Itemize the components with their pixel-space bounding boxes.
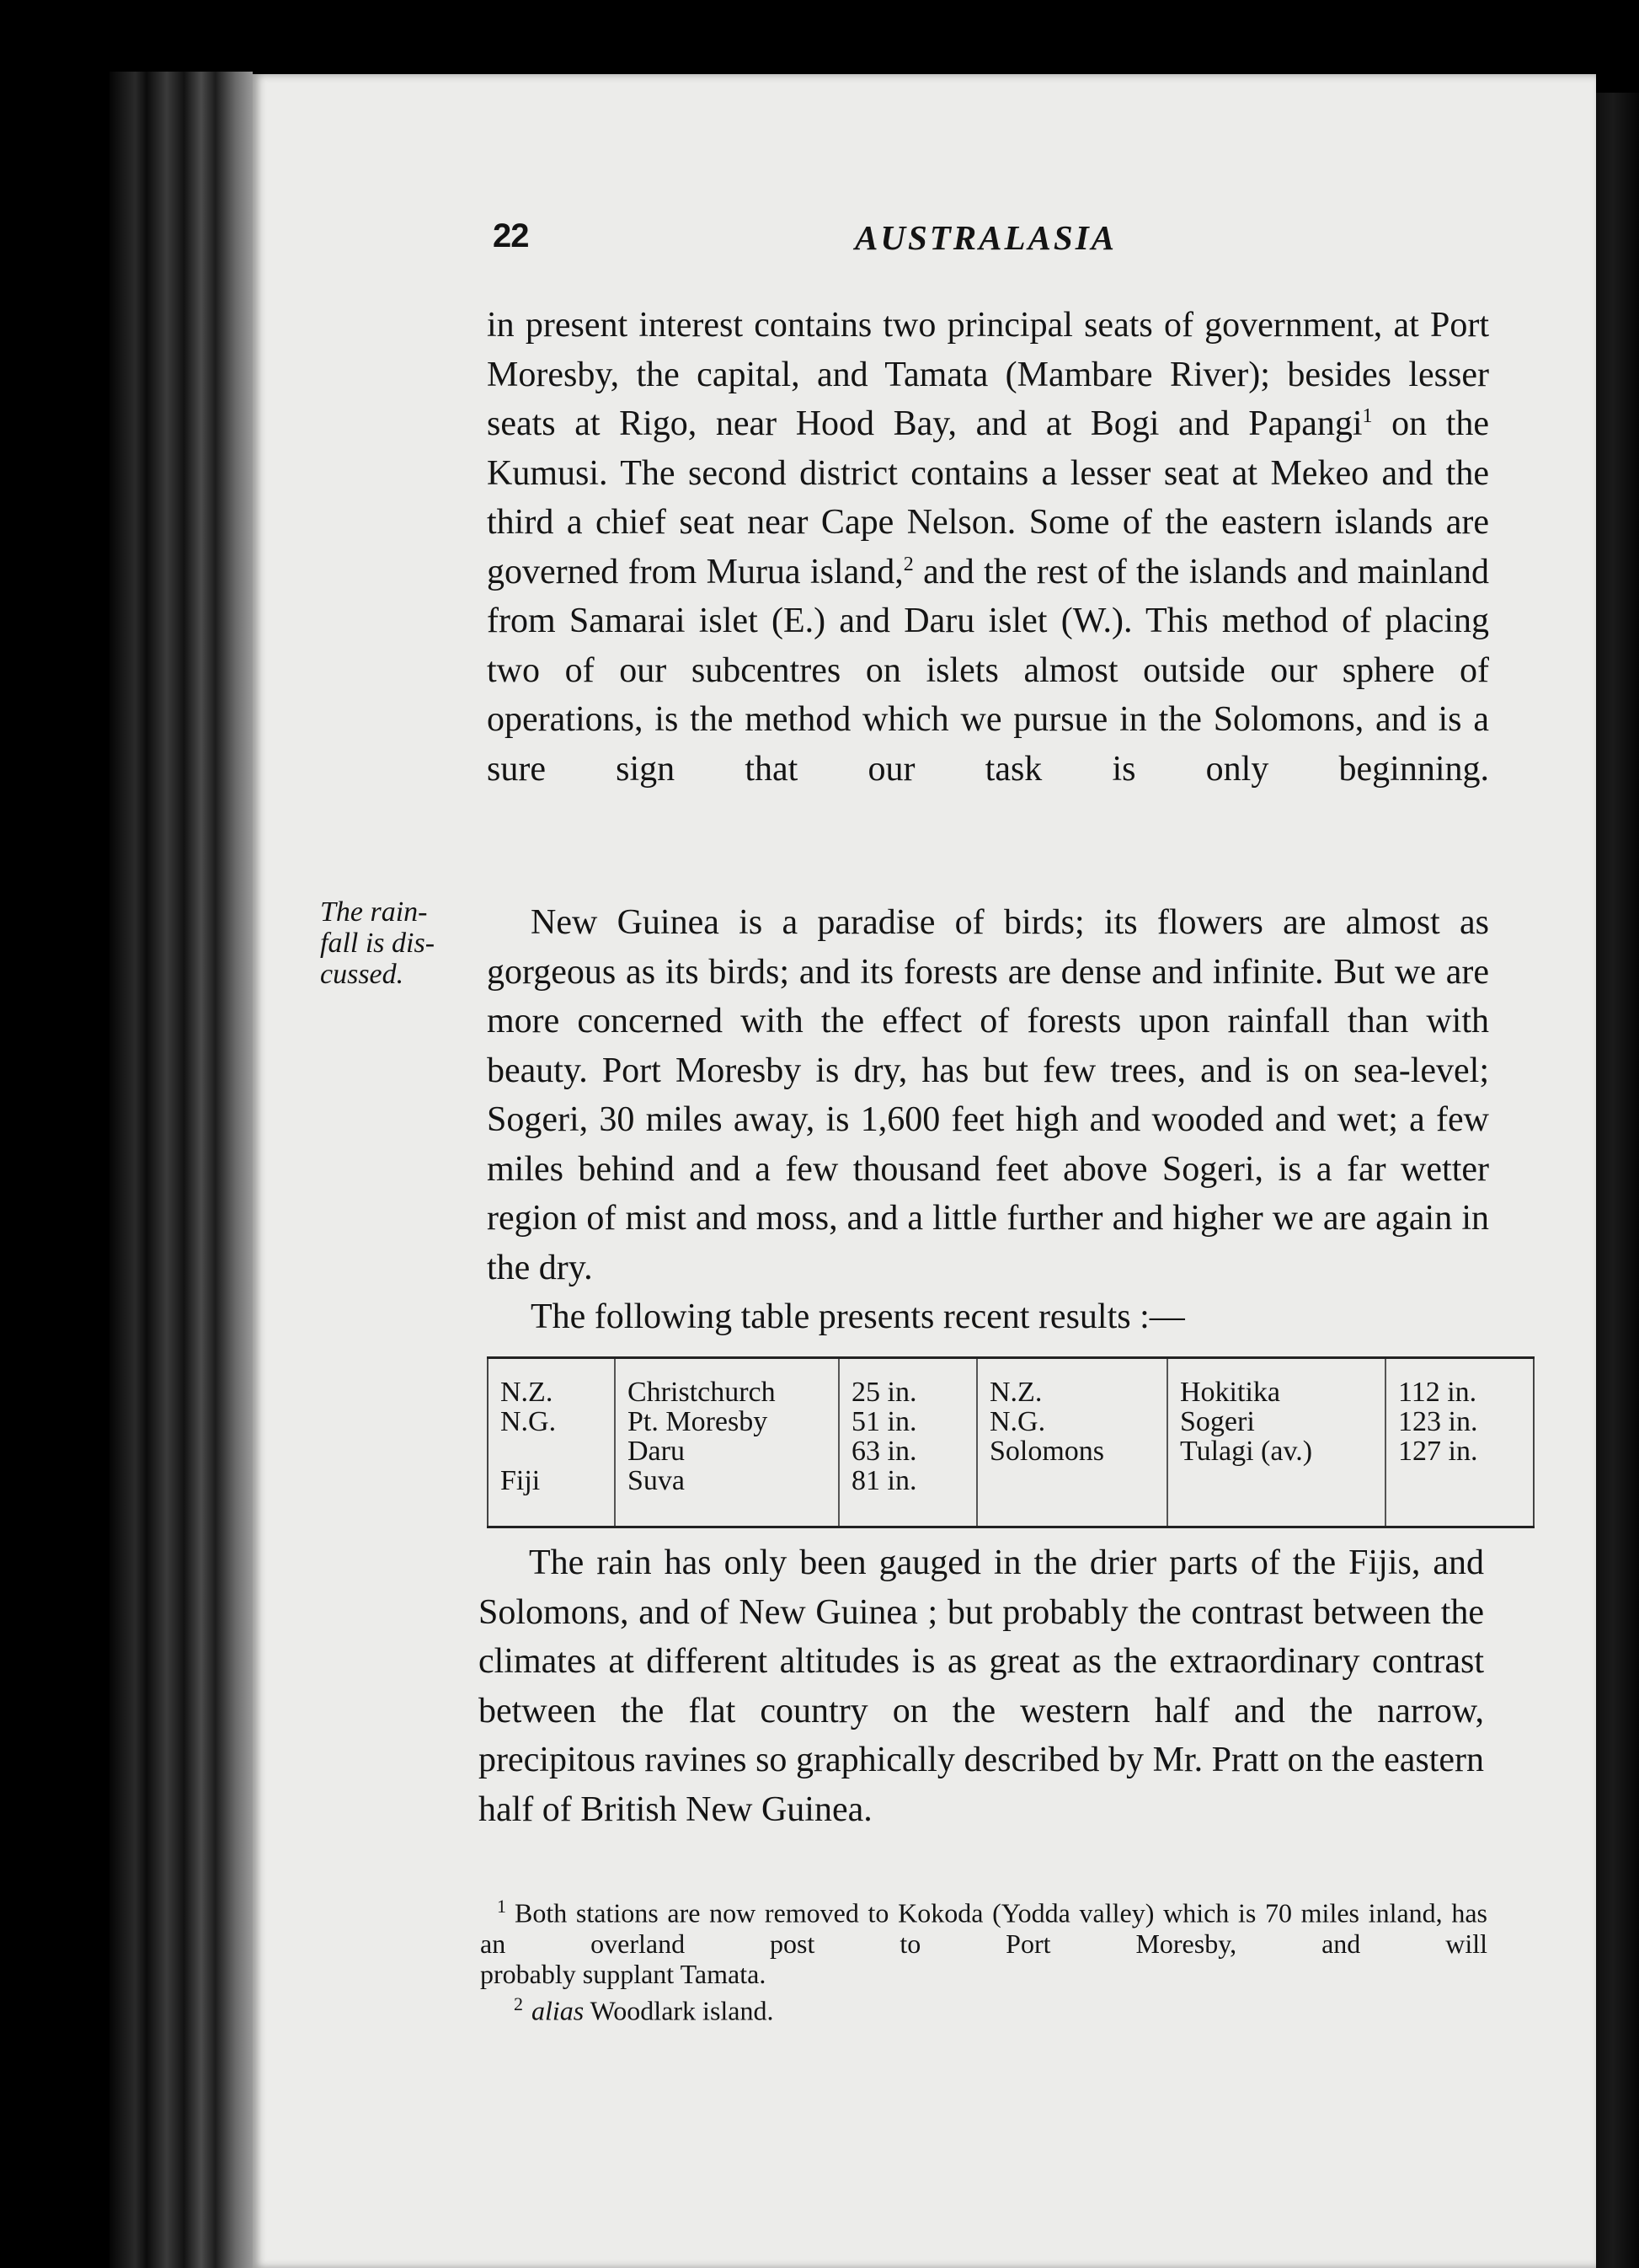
table-cell-rain-a — [839, 1358, 977, 1527]
table-cell-station-a — [615, 1358, 839, 1527]
table-value: 112 in. — [1398, 1377, 1477, 1408]
paragraph-4: The rain has only been gauged in the drier parts of the Fijis, and Solomons, and of New Guinea ; but probably the contrast between the climates at different altitudes is as great as the extraordinary contrast between the flat country on the western half and the narrow, precipitous ravines so graphically described by Mr. Pratt on the eastern half of British New Guinea. — [478, 1543, 1484, 1829]
footnote-1-continued: probably supplant Tamata. — [480, 1958, 766, 1989]
table-cell-rain-b — [1385, 1358, 1534, 1527]
table-cell-region-b — [977, 1358, 1167, 1527]
table-value: N.G. — [500, 1406, 557, 1437]
table-cell-region-a — [488, 1358, 615, 1527]
table-value: Christchurch — [627, 1377, 776, 1408]
running-title: AUSTRALASIA — [855, 218, 1117, 257]
paragraph-1-text-b: on the Kumusi. The second district contains a lesser seat at Mekeo and the third a chief seat near Cape Nelson. Some of the eastern islands are governed from Murua island, — [487, 404, 1489, 591]
table-value — [500, 1436, 614, 1466]
table-value: Sogeri — [1180, 1406, 1255, 1437]
paragraph-1-text-a: in present interest contains two principal seats of government, at Port Moresby, the capital, and Tamata (Mambare River); besides lesser seats at Rigo, near Hood Bay, and at Bogi and Papangi — [487, 306, 1489, 443]
table-value: 25 in. — [852, 1377, 917, 1408]
margin-note — [320, 896, 455, 990]
table-value: Fiji — [500, 1465, 541, 1496]
table-value: N.Z. — [500, 1377, 553, 1408]
paragraph-1 — [487, 301, 1489, 794]
table-value: Pt. Moresby — [627, 1406, 768, 1437]
table-row — [488, 1358, 1534, 1527]
table-value: 123 in. — [1398, 1406, 1478, 1437]
rainfall-table — [487, 1356, 1535, 1528]
margin-note-line: fall is dis- — [320, 928, 435, 959]
table-value: N.Z. — [990, 1377, 1043, 1408]
page-number: 22 — [493, 217, 529, 254]
table-value: 51 in. — [852, 1406, 917, 1437]
footnote-2-alias: alias — [531, 1995, 585, 2026]
table-value: Suva — [627, 1465, 685, 1496]
footnote-ref-2: 2 — [903, 553, 914, 575]
footnote-1 — [480, 1891, 1487, 1959]
table-value: N.G. — [990, 1406, 1046, 1437]
footnotes — [480, 1891, 1487, 2025]
table-intro: The following table presents recent results :— — [531, 1297, 1185, 1336]
margin-note-line: The rain- — [320, 896, 428, 928]
footnote-2-text: Woodlark island. — [584, 1995, 774, 2026]
paragraph-1-text-c: and the rest of the islands and mainland from Samarai islet (E.) and Daru islet (W.). This method of placing two of our subcentres on islets almost outside our sphere of operations, is the method which we pursue in the Solomons, and is a sure sign that our task is only beginning. — [487, 552, 1489, 789]
page-edge — [1596, 93, 1639, 2268]
book-gutter — [109, 72, 253, 2268]
margin-note-line: cussed. — [320, 959, 404, 990]
footnote-1-text: Both stations are now removed to Kokoda (Yodda valley) which is 70 miles inland, has an overland post to Port Moresby, and will — [480, 1897, 1487, 1959]
page-header — [493, 217, 1482, 268]
table-value: 127 in. — [1398, 1436, 1478, 1467]
table-value: Hokitika — [1180, 1377, 1280, 1408]
table-value: Daru — [627, 1436, 685, 1467]
paragraph-2: New Guinea is a paradise of birds; its flowers are almost as gorgeous as its birds; and its forests are dense and infinite. But we are more concerned with the effect of forests upon rainfall than with beauty. Port Moresby is dry, has but few trees, and is on sea-level; Sogeri, 30 miles away, is 1,600 feet high and wooded and wet; a few miles behind and a few thousand feet above Sogeri, is a far wetter region of mist and moss, and a little further and higher we are again in the dry. — [487, 903, 1489, 1287]
table-value: 81 in. — [852, 1465, 917, 1496]
footnote-1-number: 1 — [497, 1896, 506, 1917]
footnote-2-number: 2 — [514, 1993, 523, 2014]
table-value: Tulagi (av.) — [1180, 1436, 1313, 1467]
table-value: Solomons — [990, 1436, 1105, 1467]
footnote-ref-1: 1 — [1362, 405, 1373, 427]
footnote-2 — [480, 1989, 1487, 2026]
table-value: 63 in. — [852, 1436, 917, 1467]
table-cell-station-b — [1167, 1358, 1385, 1527]
